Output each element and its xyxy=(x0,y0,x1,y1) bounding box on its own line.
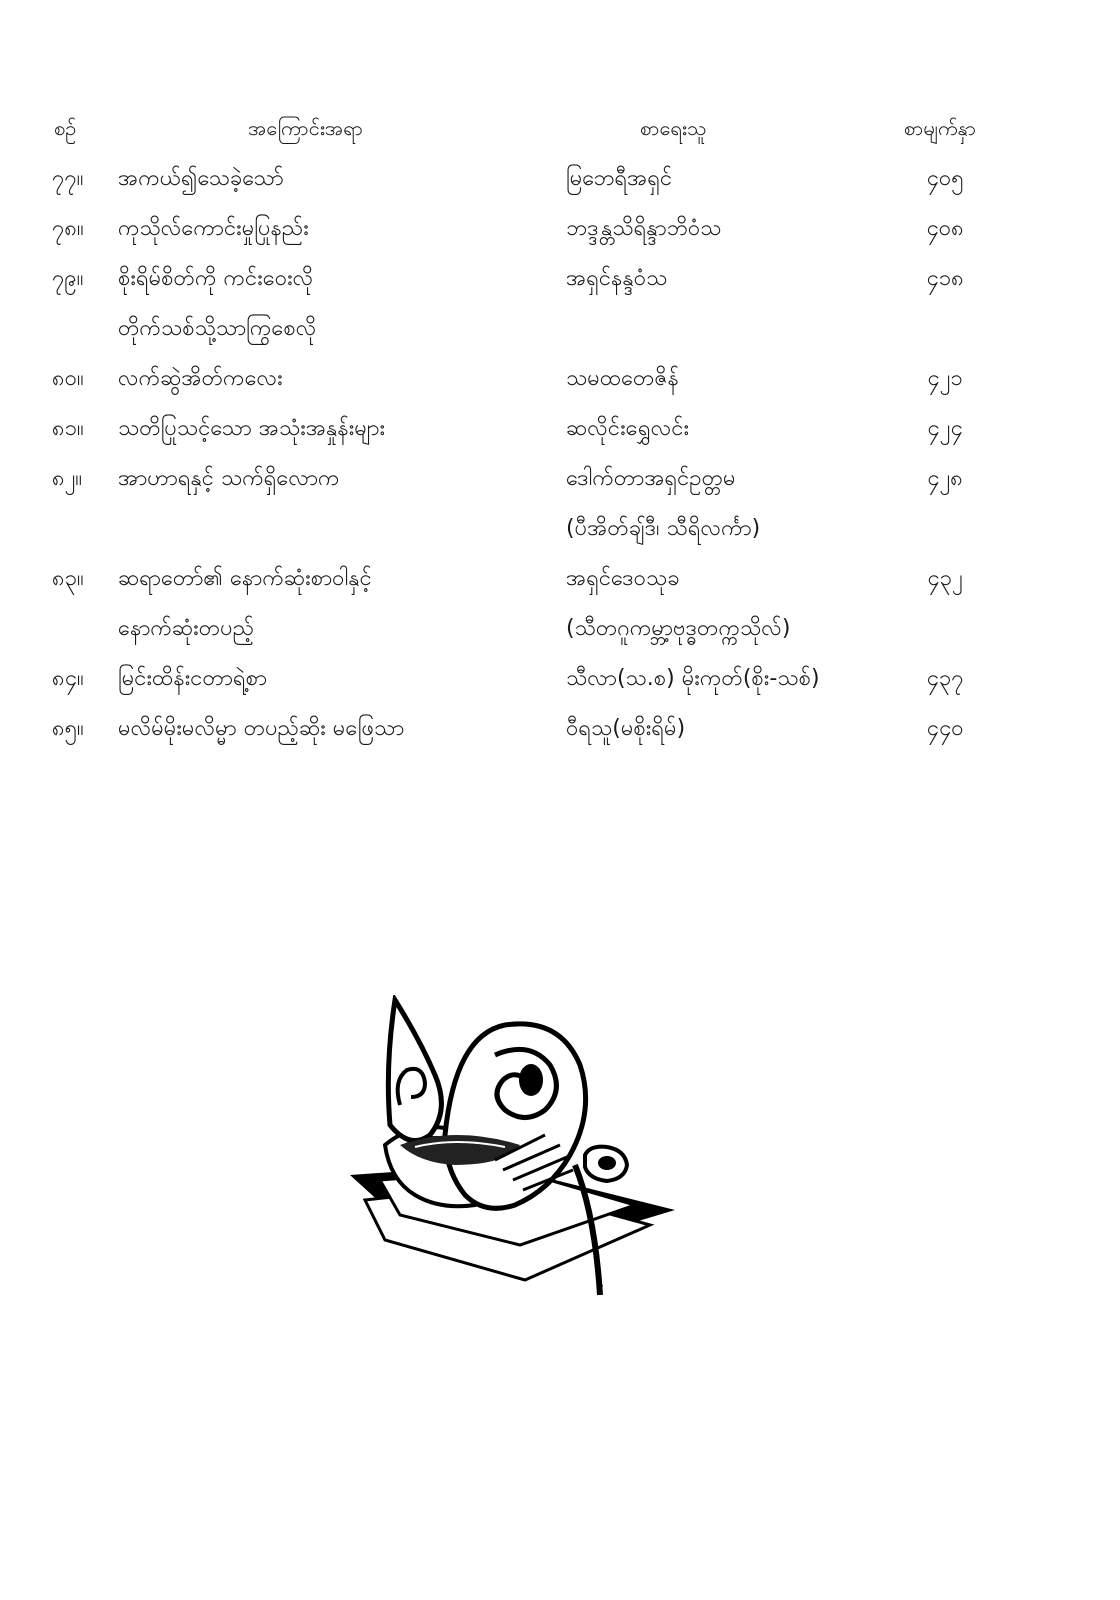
entry-no: ၈၅။ xyxy=(52,716,84,741)
entry-no: ၈၄။ xyxy=(52,666,84,691)
quill-pen-emblem-icon xyxy=(345,995,685,1305)
entry-page: ၄၃၂ xyxy=(927,566,963,591)
toc-row xyxy=(0,655,1120,703)
entry-author: အရှင်နန္ဒဝံသ xyxy=(566,266,668,291)
entry-page: ၄၁၈ xyxy=(926,266,964,291)
entry-title: စိုးရိမ်စိတ်ကို ကင်းဝေးလို xyxy=(118,266,314,291)
entry-no: ၈၃။ xyxy=(52,566,84,591)
toc-row-continuation xyxy=(0,305,1120,353)
toc-row xyxy=(0,155,1120,203)
entry-title: တိုက်သစ်သို့သာကြွစေလို xyxy=(118,316,317,341)
entry-title: အကယ်၍သေခဲ့သော် xyxy=(118,166,284,191)
header-page: စာမျက်နှာ xyxy=(903,116,977,140)
toc-row xyxy=(0,455,1120,503)
entry-title: မြင်းထိန်းငတာရဲ့စာ xyxy=(118,666,268,691)
header-no: စဉ် xyxy=(54,116,77,140)
entry-author: ဝီရသူ(မစိုးရိမ်) xyxy=(566,716,686,741)
toc-row-continuation xyxy=(0,605,1120,653)
header-title: အကြောင်းအရာ xyxy=(248,116,363,140)
entry-title: သတိပြုသင့်သော အသုံးအနှုန်းများ xyxy=(118,416,386,441)
entry-title: အာဟာရနှင့် သက်ရှိလောက xyxy=(118,466,340,491)
entry-author: သမထတေဇိန် xyxy=(566,366,679,391)
entry-page: ၄၂၄ xyxy=(927,416,963,441)
entry-author: ဘဒ္ဒန္တသိရိန္ဒာဘိဝံသ xyxy=(566,216,722,241)
entry-no: ၈၁။ xyxy=(52,416,84,441)
entry-no: ၇၇။ xyxy=(52,166,84,191)
entry-no: ၇၉။ xyxy=(52,266,84,291)
entry-page: ၄၀၅ xyxy=(926,166,964,191)
toc-row xyxy=(0,355,1120,403)
entry-page: ၄၃၇ xyxy=(926,666,964,691)
entry-author: မြဘေရီအရှင် xyxy=(566,166,673,191)
toc-row xyxy=(0,255,1120,303)
toc-row xyxy=(0,405,1120,453)
entry-page: ၄၂၈ xyxy=(927,466,963,491)
entry-title: မလိမ်မိုးမလိမ္မာ တပည့်ဆိုး မဖြေသာ xyxy=(118,716,405,741)
toc-row xyxy=(0,555,1120,603)
header-author: စာရေးသူ xyxy=(640,116,707,140)
entry-title: လက်ဆွဲအိတ်ကလေး xyxy=(118,366,283,391)
entry-title: နောက်ဆုံးတပည့် xyxy=(118,616,254,641)
entry-no: ၈၂။ xyxy=(52,466,83,491)
entry-title: ဆရာတော်၏ နောက်ဆုံးစာဝါနှင့် xyxy=(118,566,372,591)
entry-page: ၄၂၁ xyxy=(927,366,963,391)
entry-author: (သီတဂူကမ္ဘာ့ဗုဒ္ဓတက္ကသိုလ်) xyxy=(566,616,791,641)
entry-author: အရှင်ဒေဝသုခ xyxy=(566,566,680,591)
entry-page: ၄၄၀ xyxy=(926,716,964,741)
entry-author: ဒေါက်တာအရှင်ဥတ္တမ xyxy=(566,466,736,491)
entry-title: ကုသိုလ်ကောင်းမှုပြုနည်း xyxy=(118,216,309,241)
entry-author: သီလာ(သ.စ) မိုးကုတ်(စိုး-သစ်) xyxy=(566,666,820,691)
toc-row xyxy=(0,205,1120,253)
entry-page: ၄၀၈ xyxy=(926,216,964,241)
toc-row xyxy=(0,705,1120,753)
entry-no: ၇၈။ xyxy=(52,216,84,241)
toc-row-continuation xyxy=(0,505,1120,553)
entry-no: ၈၀။ xyxy=(52,366,84,391)
entry-author: ဆလိုင်းရွှေလင်း xyxy=(566,416,690,441)
entry-author: (ပီအိတ်ချ်ဒီ၊ သီရိလင်္ကာ) xyxy=(566,516,761,541)
toc-header xyxy=(0,104,1120,152)
